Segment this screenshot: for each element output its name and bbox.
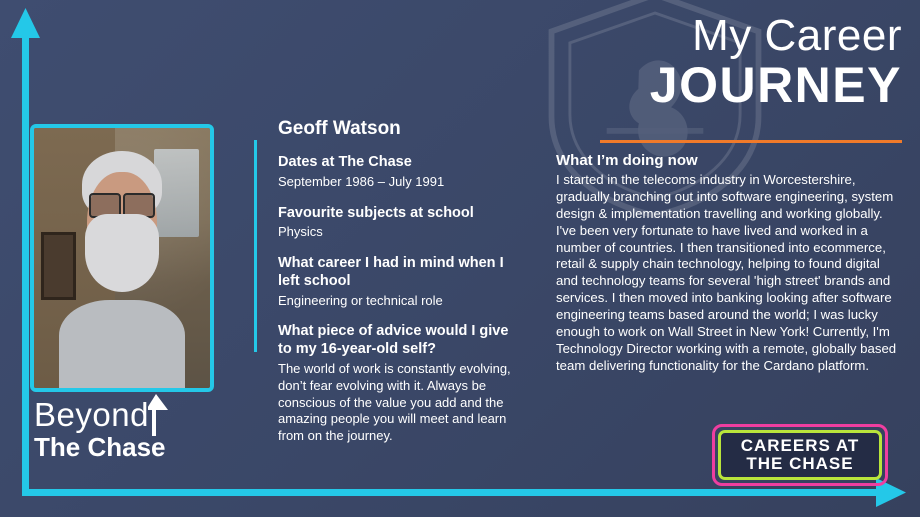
page-title (649, 11, 902, 113)
question-advice: What piece of advice would I give to my 16-year-old self? (278, 323, 509, 358)
beyond-line-2: The Chase (34, 432, 166, 462)
answer-subjects: Physics (278, 224, 323, 240)
answer-dates: September 1986 – July 1991 (278, 173, 445, 189)
current-role-section (556, 152, 904, 375)
profile-details (278, 118, 523, 445)
beyond-the-chase-logo (34, 398, 166, 460)
careers-badge[interactable] (712, 424, 888, 486)
profile-photo (30, 124, 214, 392)
title-line-2: JOURNEY (649, 57, 902, 113)
profile-name: Geoff Watson (278, 118, 401, 139)
column-divider (254, 140, 257, 352)
question-subjects: Favourite subjects at school (278, 204, 474, 221)
question-dates: Dates at The Chase (278, 154, 412, 170)
current-role-body: I started in the telecoms industry in Worcestershire, gradually branching out into software engineering, system design & implementation travelling and working globally. I've been very fortunate to have lived and worked in a number of countries. I then transitioned into ecommerce, retail & supply chain technology, helping to found digital and technology teams for several 'high street' brands and services. I then moved into banking looking after software engineering teams based around the world; I was lucky enough to work on Wall Street in New York! Currently, I'm Technology Director working with a remote, globally based team delivering functionality for the Cardano platform. (556, 172, 897, 373)
title-line-1: My Career (692, 11, 902, 60)
beyond-line-1: Beyond (34, 396, 149, 433)
answer-career-in-mind: Engineering or technical role (278, 292, 443, 308)
title-underline (600, 140, 902, 143)
up-arrow-icon (148, 392, 194, 438)
current-role-heading: What I’m doing now (556, 152, 698, 169)
careers-badge-line-2: THE CHASE (746, 454, 854, 473)
careers-badge-line-1: CAREERS AT (740, 436, 860, 456)
question-career-in-mind: What career I had in mind when I left school (278, 255, 504, 289)
answer-advice: The world of work is constantly evolving, don’t fear evolving with it. Always be conscious of the value you add and the amazing people you will meet and learn from on the journey. (278, 360, 511, 444)
